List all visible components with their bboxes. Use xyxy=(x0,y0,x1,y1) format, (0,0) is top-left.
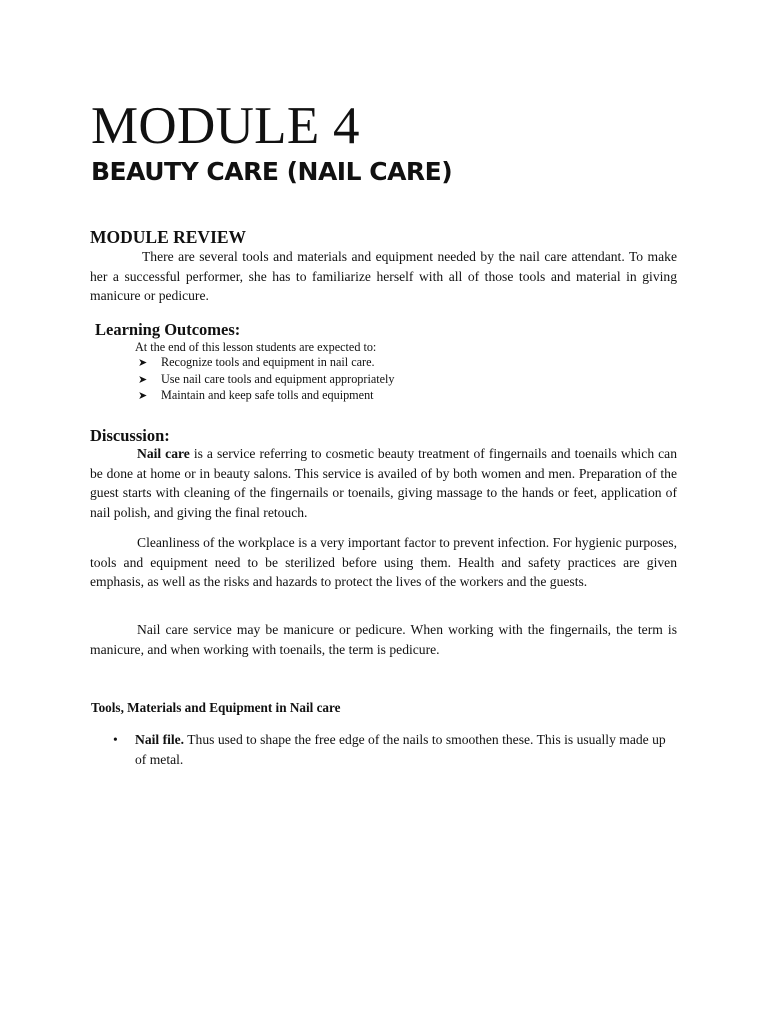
tools-section-heading: Tools, Materials and Equipment in Nail care xyxy=(91,700,341,715)
learning-outcome-text: Recognize tools and equipment in nail care. xyxy=(161,355,375,369)
module-review-text: There are several tools and materials and equipment needed by the nail care attendant. To make her a successful performer, she has to familiarize herself with all of those tools and material in giving manicure or pedicure. xyxy=(90,249,677,303)
learning-outcome-text: Maintain and keep safe tolls and equipment xyxy=(161,388,374,402)
discussion-paragraph-3 xyxy=(90,620,677,659)
arrow-bullet-icon: ➤ xyxy=(138,374,148,386)
discussion-paragraph-1 xyxy=(90,444,677,522)
learning-outcome-text: Use nail care tools and equipment appropriately xyxy=(161,372,395,386)
learning-outcome-item xyxy=(138,387,374,404)
learning-outcome-item xyxy=(138,354,375,371)
learning-outcomes-heading: Learning Outcomes: xyxy=(95,320,241,339)
discussion-paragraph-2-text: Cleanliness of the workplace is a very important factor to prevent infection. For hygienic purposes, tools and equipment need to be sterilized before using them. Health and safety practices are given emphasis, as well as the risks and hazards to protect the lives of the workers and the guests. xyxy=(90,535,677,589)
discussion-paragraph-1-text: is a service referring to cosmetic beauty treatment of fingernails and toenails which can be done at home or in beauty salons. This service is availed of by both women and men. Preparation of the guest starts with cleaning of the fingernails or toenails, giving massage to the hands or feet, application of nail polish, and giving the final retouch. xyxy=(90,446,677,520)
arrow-bullet-icon: ➤ xyxy=(138,390,148,402)
discussion-paragraph-3-text: Nail care service may be manicure or pedicure. When working with the fingernails, the term is manicure, and when working with toenails, the term is pedicure. xyxy=(90,622,677,657)
learning-outcome-item xyxy=(138,371,395,388)
tool-term: Nail file. xyxy=(135,732,185,747)
learning-outcomes-intro: At the end of this lesson students are expected to: xyxy=(135,340,377,354)
module-title: MODULE 4 xyxy=(91,97,360,155)
tool-description: Thus used to shape the free edge of the nails to smoothen these. This is usually made up of metal. xyxy=(135,732,666,767)
discussion-heading: Discussion: xyxy=(90,426,170,445)
discussion-paragraph-2 xyxy=(90,533,677,592)
bullet-icon: • xyxy=(113,732,118,747)
module-subtitle: BEAUTY CARE (NAIL CARE) xyxy=(91,157,453,186)
arrow-bullet-icon: ➤ xyxy=(138,357,148,369)
module-review-heading: MODULE REVIEW xyxy=(90,227,247,247)
module-review-paragraph xyxy=(90,247,677,306)
nail-care-term: Nail care xyxy=(137,446,190,461)
tool-list-item xyxy=(135,730,677,769)
